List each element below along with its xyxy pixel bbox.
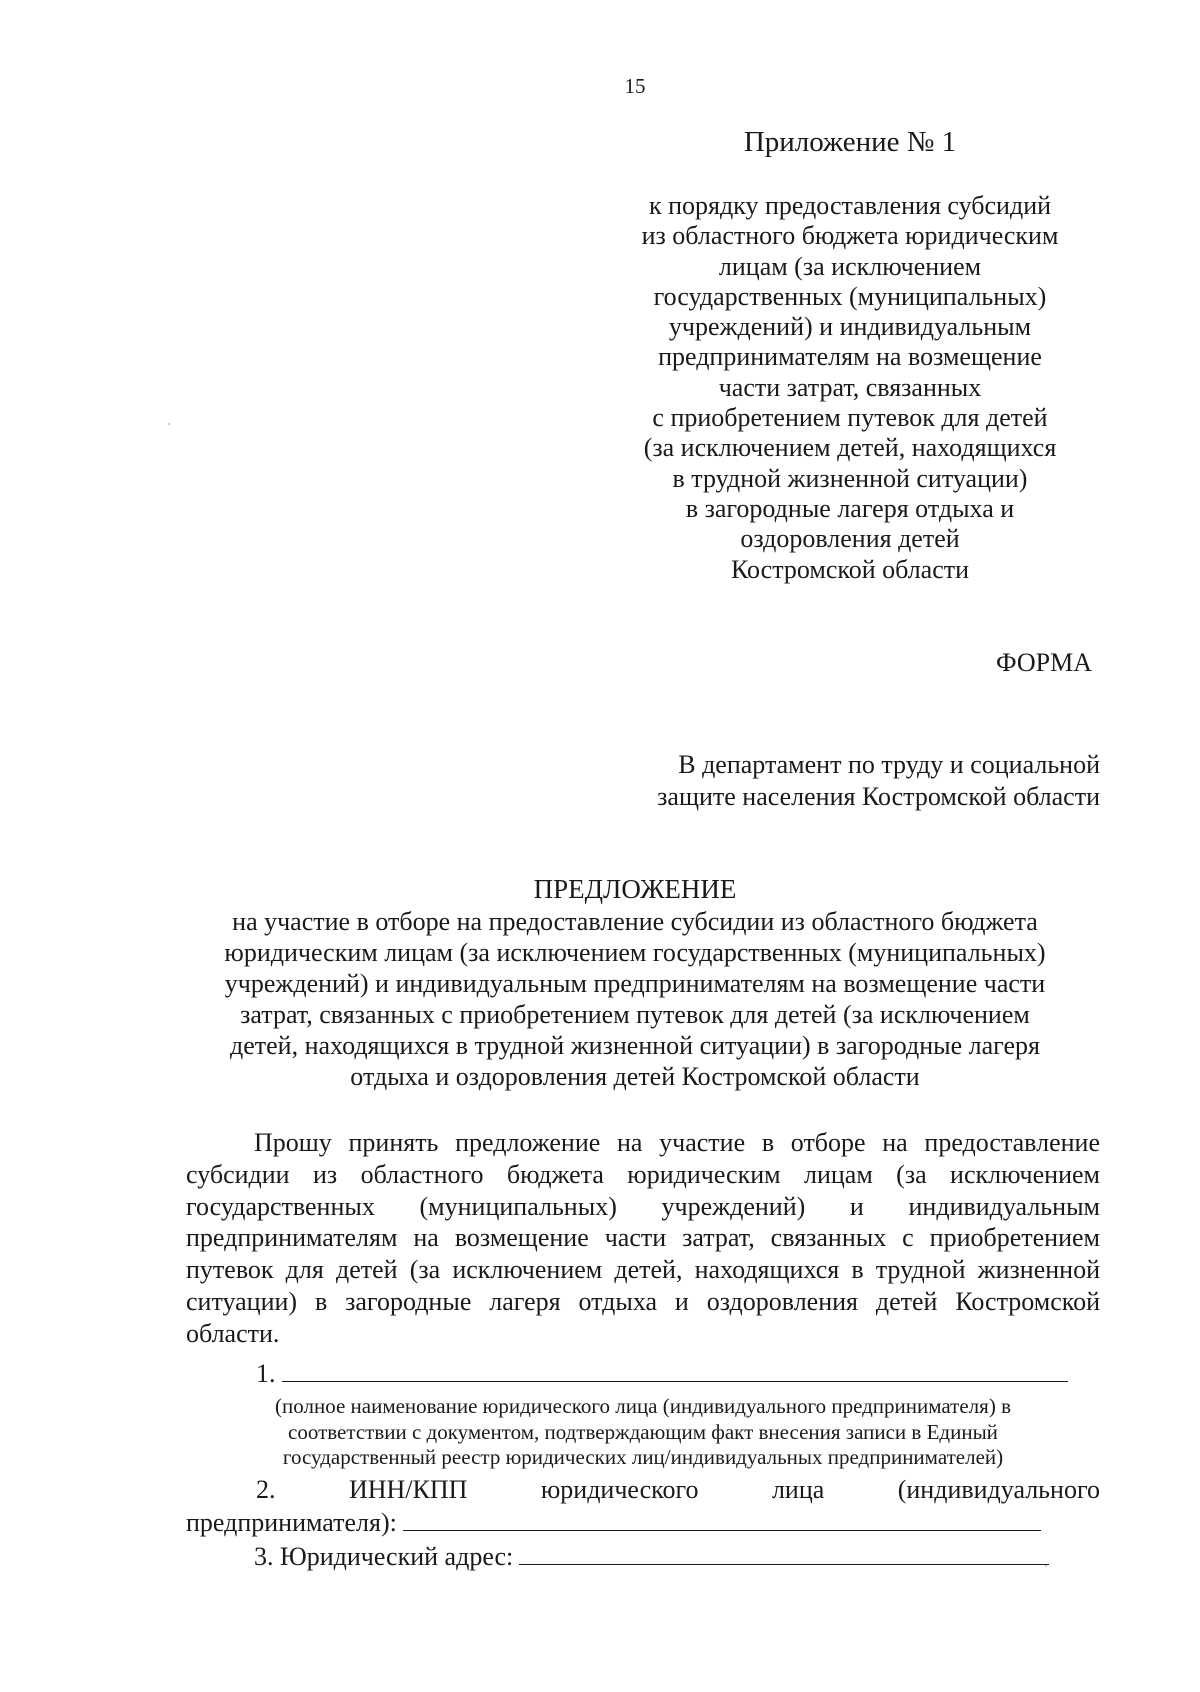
field-2-word: (индивидуального	[897, 1475, 1100, 1504]
field-1-hint-line: соответствии с документом, подтверждающим факт внесения записи в Единый	[288, 1419, 998, 1444]
legal-address-blank-line[interactable]	[519, 1542, 1049, 1565]
scan-speck	[168, 423, 170, 425]
field-2-word: ИНН/КПП	[348, 1475, 468, 1504]
field-3-label: 3. Юридический адрес:	[254, 1542, 514, 1571]
subheading-line: учреждений) и индивидуальным предпринимателям на возмещение части	[224, 969, 1046, 998]
inn-kpp-blank-line[interactable]	[403, 1508, 1041, 1531]
field-2-word: лица	[771, 1475, 825, 1504]
subheading-line: затрат, связанных с приобретением путевок для детей (за исключением	[240, 1000, 1030, 1029]
addressee-line: защите населения Костромской области	[657, 782, 1100, 811]
subheading-line: юридическим лицам (за исключением государственных (муниципальных)	[224, 938, 1046, 967]
field-2-continuation	[186, 1508, 1100, 1538]
appendix-subtitle-line: из областного бюджета юридическим	[641, 221, 1059, 251]
field-1-hint	[186, 1394, 1100, 1471]
appendix-subtitle-line: лицам (за исключением	[718, 251, 982, 281]
field-2-word: юридического	[540, 1475, 699, 1504]
addressee-block	[560, 749, 1100, 813]
field-2-label-end: предпринимателя):	[186, 1508, 397, 1537]
field-1-hint-line: (полное наименование юридического лица (индивидуального предпринимателя) в	[275, 1394, 1011, 1418]
appendix-subtitle-line: оздоровления детей	[740, 524, 960, 554]
appendix-title: Приложение № 1	[743, 126, 957, 158]
subheading-line: на участие в отборе на предоставление субсидии из областного бюджета	[232, 907, 1038, 936]
appendix-subtitle-line: предпринимателям на возмещение	[658, 342, 1042, 372]
field-2-word: 2.	[256, 1475, 276, 1504]
subheading-line: отдыха и оздоровления детей Костромской области	[350, 1062, 920, 1091]
document-heading: ПРЕДЛОЖЕНИЕ	[533, 874, 737, 904]
appendix-subtitle-line: в загородные лагеря отдыха и	[685, 493, 1015, 523]
appendix-subtitle-line: в трудной жизненной ситуации)	[672, 463, 1028, 493]
appendix-subtitle-line: государственных (муниципальных)	[653, 281, 1047, 311]
scan-speck	[1045, 1565, 1047, 1567]
appendix-subtitle-line: (за исключением детей, находящихся	[643, 433, 1057, 463]
field-1-hint-line: государственный реестр юридических лиц/индивидуальных предпринимателей)	[282, 1445, 1004, 1469]
field-3-row	[186, 1542, 1100, 1572]
appendix-subtitle-line: с приобретением путевок для детей	[652, 403, 1048, 433]
appendix-subtitle-line: к порядку предоставления субсидий	[648, 191, 1052, 220]
form-label: ФОРМА	[996, 648, 1092, 677]
field-2-row	[256, 1475, 1100, 1505]
appendix-subtitle-line: части затрат, связанных	[718, 372, 982, 402]
page-number: 15	[624, 74, 646, 98]
field-1-number: 1.	[256, 1359, 276, 1388]
field-1-row	[186, 1359, 1100, 1389]
document-subheading	[165, 906, 1105, 1092]
appendix-subtitle-line: учреждений) и индивидуальным	[668, 312, 1032, 342]
subheading-line: детей, находящихся в трудной жизненной ситуации) в загородные лагеря	[230, 1031, 1040, 1060]
appendix-subtitle	[600, 191, 1100, 585]
appendix-subtitle-line: Костромской области	[730, 554, 970, 584]
full-name-blank-line[interactable]	[282, 1359, 1068, 1382]
request-paragraph: Прошу принять предложение на участие в отборе на предоставление субсидии из областного бюджета юридическим лицам (за исключением государственных (муниципальных) учреждений) и индивидуальным предпринимателям на возмещение части затрат, связанных с приобретением путевок для детей (за исключением детей, находящихся в трудной жизненной ситуации) в загородные лагеря отдыха и оздоровления детей Костромской области.	[186, 1128, 1100, 1348]
addressee-line: В департамент по труду и социальной	[678, 750, 1100, 779]
